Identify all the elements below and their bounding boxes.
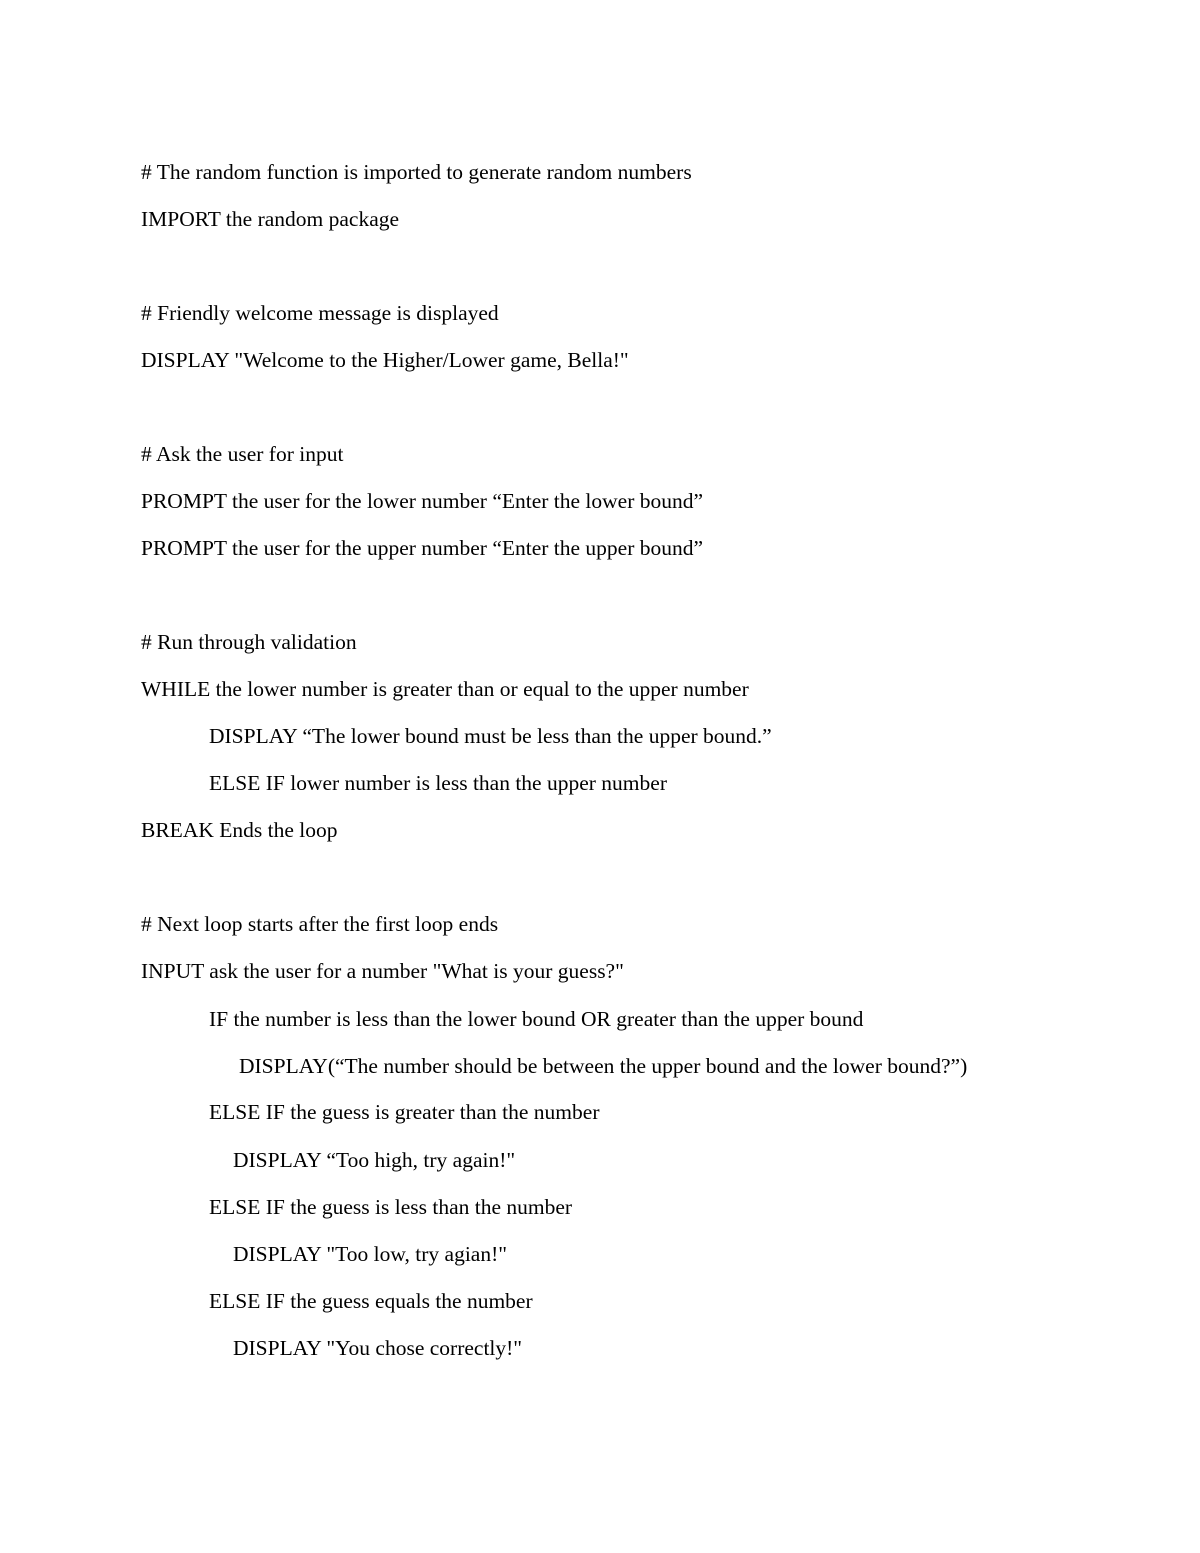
if-out-of-range: IF the number is less than the lower bound OR greater than the upper bound (209, 1007, 864, 1031)
display-bound-error: DISPLAY “The lower bound must be less than the upper bound.” (209, 724, 772, 748)
break-statement: BREAK Ends the loop (141, 818, 338, 842)
display-too-high: DISPLAY “Too high, try again!" (233, 1148, 516, 1172)
input-guess: INPUT ask the user for a number "What is your guess?" (141, 959, 624, 983)
else-if-equal: ELSE IF the guess equals the number (209, 1289, 533, 1313)
display-too-low: DISPLAY "Too low, try agian!" (233, 1242, 508, 1266)
display-correct: DISPLAY "You chose correctly!" (233, 1336, 523, 1360)
comment-validation: # Run through validation (141, 630, 357, 654)
comment-next-loop: # Next loop starts after the first loop ends (141, 912, 499, 936)
display-welcome: DISPLAY "Welcome to the Higher/Lower game, Bella!" (141, 348, 629, 372)
else-if-greater: ELSE IF the guess is greater than the number (209, 1100, 600, 1124)
while-statement: WHILE the lower number is greater than or equal to the upper number (141, 677, 749, 701)
display-range-error: DISPLAY(“The number should be between the upper bound and the lower bound?”) (239, 1054, 968, 1078)
import-statement: IMPORT the random package (141, 207, 400, 231)
else-if-less: ELSE IF the guess is less than the number (209, 1195, 573, 1219)
else-if-lower: ELSE IF lower number is less than the upper number (209, 771, 667, 795)
comment-import: # The random function is imported to generate random numbers (141, 160, 692, 184)
prompt-lower: PROMPT the user for the lower number “Enter the lower bound” (141, 489, 704, 513)
comment-input: # Ask the user for input (141, 442, 344, 466)
prompt-upper: PROMPT the user for the upper number “Enter the upper bound” (141, 536, 704, 560)
comment-welcome: # Friendly welcome message is displayed (141, 301, 499, 325)
